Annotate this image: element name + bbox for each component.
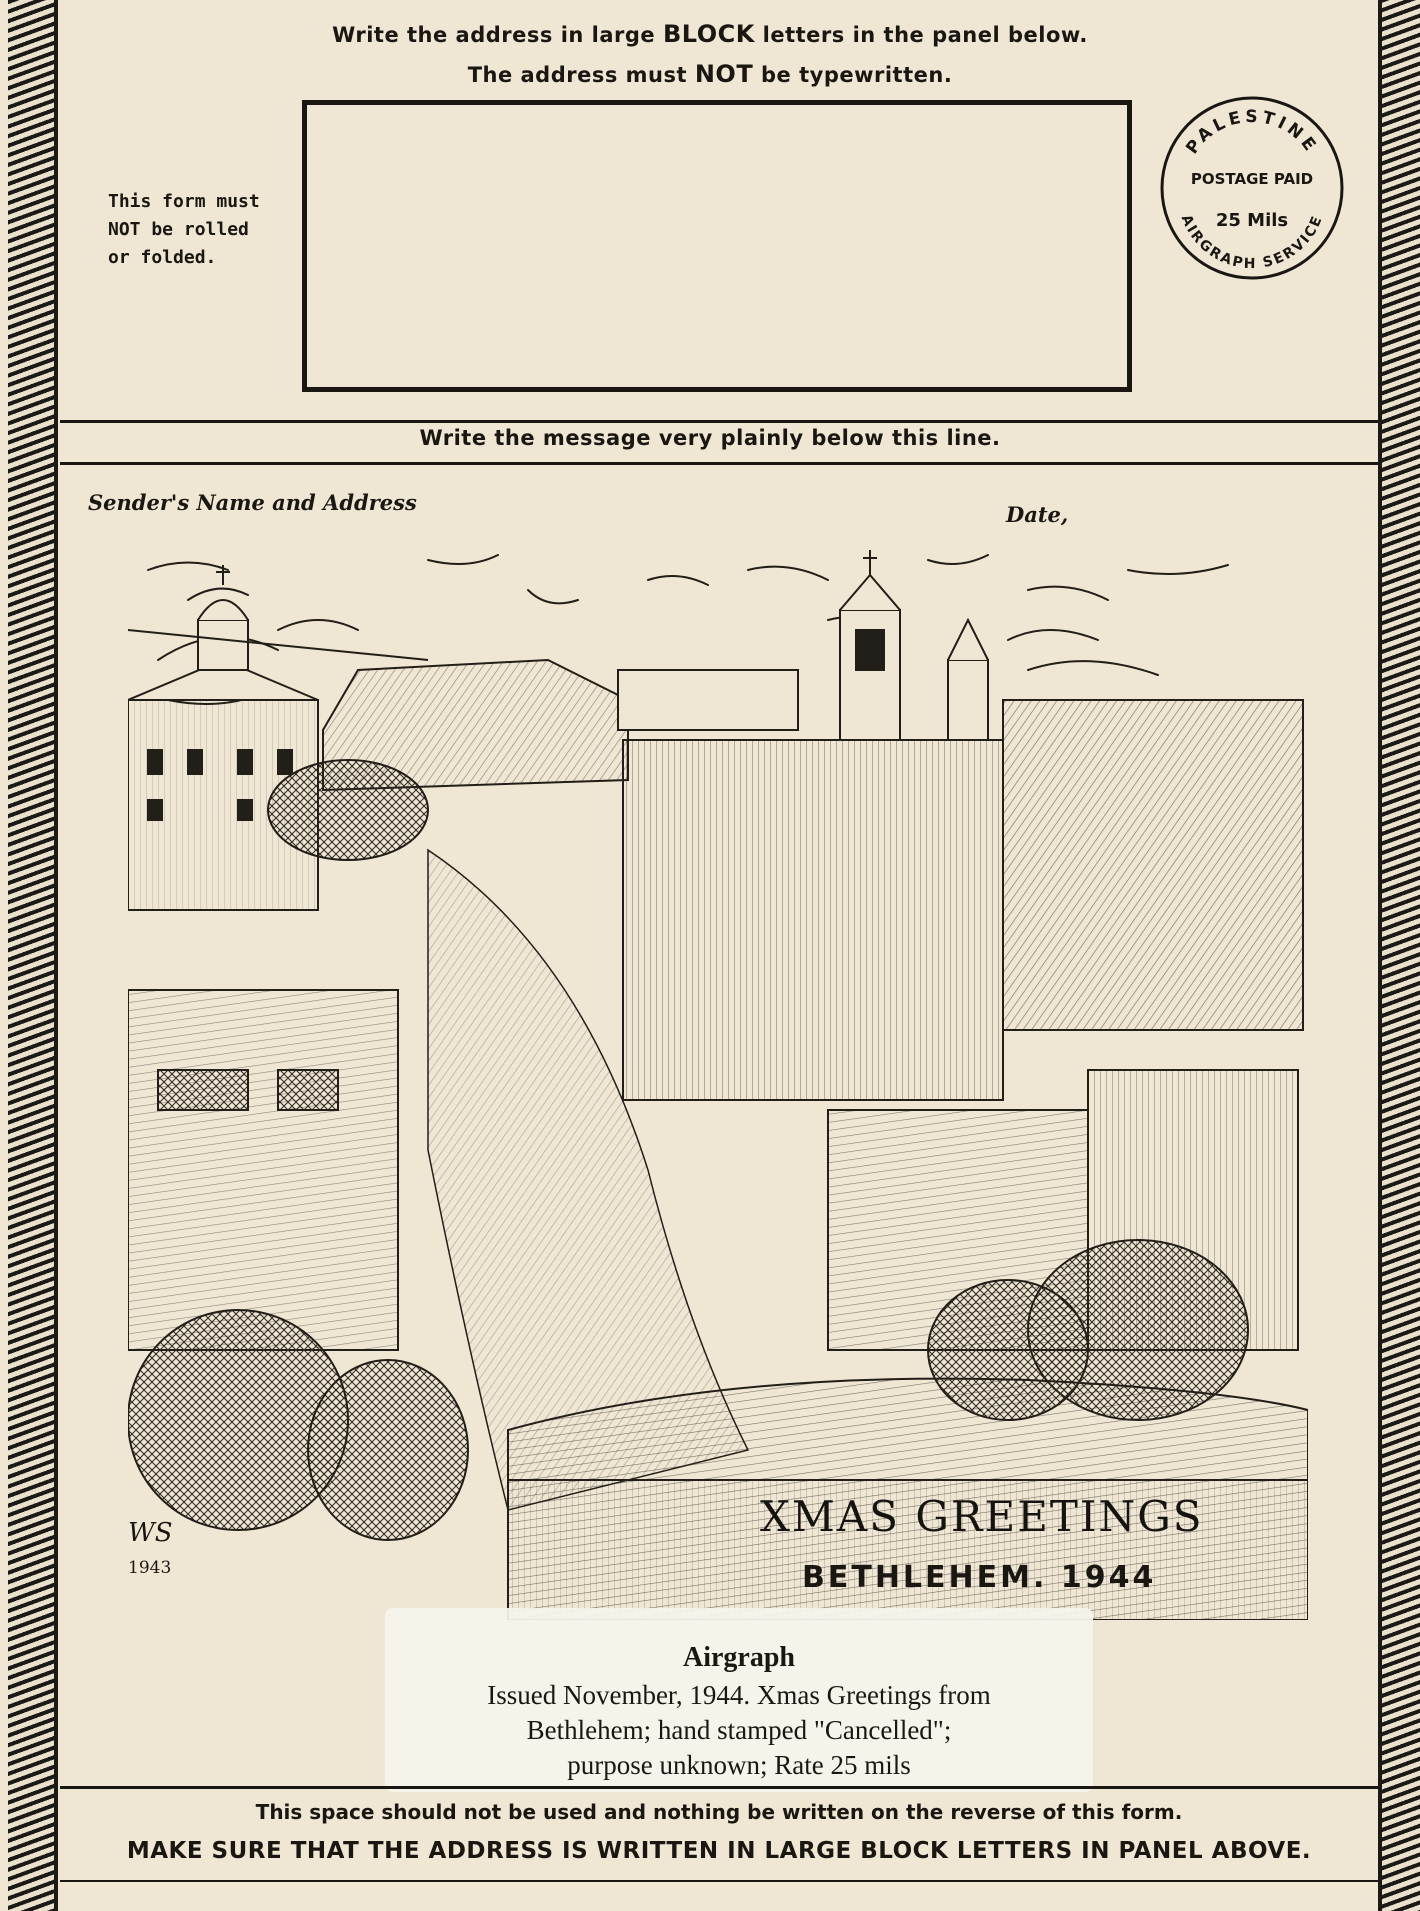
- address-instruction: [300, 20, 1120, 48]
- address-panel[interactable]: [302, 100, 1132, 392]
- address-instruction-pre: Write the address in large: [332, 23, 663, 47]
- artist-year: 1943: [128, 1558, 172, 1578]
- no-roll-line-3: or folded.: [108, 247, 217, 268]
- caption-line-3: purpose unknown; Rate 25 mils: [567, 1750, 911, 1780]
- stamp-postage-paid: POSTAGE PAID: [1190, 170, 1314, 188]
- typewritten-instruction: [300, 60, 1120, 88]
- typewritten-instruction-pre: The address must: [467, 63, 695, 87]
- divider-bottom: [60, 1880, 1378, 1882]
- xmas-greeting-title: XMAS GREETINGS: [760, 1492, 1204, 1541]
- divider-footer: [60, 1786, 1378, 1789]
- typewritten-instruction-post: be typewritten.: [753, 63, 953, 87]
- address-instruction-post: letters in the panel below.: [754, 23, 1088, 47]
- stamp-arc-bottom: AIRGRAPH SERVICE: [1177, 212, 1327, 273]
- artist-monogram: WS: [128, 1518, 173, 1548]
- place-year: BETHLEHEM. 1944: [802, 1560, 1157, 1595]
- divider-message: [60, 462, 1378, 465]
- no-roll-notice: [108, 188, 278, 272]
- caption-line-1: Issued November, 1944. Xmas Greetings from: [487, 1680, 991, 1710]
- caption-body: [385, 1678, 1093, 1783]
- block-letters-reminder: MAKE SURE THAT THE ADDRESS IS WRITTEN IN LARGE BLOCK LETTERS IN PANEL ABOVE.: [126, 1838, 1312, 1864]
- no-roll-line-1: This form must: [108, 191, 260, 212]
- postage-paid-stamp: [1158, 94, 1346, 282]
- date-label: Date,: [1006, 502, 1069, 527]
- stamp-rate: 25 Mils: [1215, 210, 1289, 231]
- sender-label: Sender's Name and Address: [88, 490, 417, 515]
- right-striped-border: [1378, 0, 1420, 1911]
- no-roll-line-2: NOT be rolled: [108, 219, 249, 240]
- address-instruction-block: BLOCK: [662, 20, 755, 48]
- caption-line-2: Bethlehem; hand stamped "Cancelled";: [526, 1715, 952, 1745]
- left-striped-border: [8, 0, 58, 1911]
- message-instruction: Write the message very plainly below this line.: [419, 426, 1001, 450]
- reverse-notice: This space should not be used and nothing be written on the reverse of this form.: [255, 1800, 1183, 1824]
- bethlehem-street-illustration: [128, 550, 1308, 1620]
- description-caption: [385, 1608, 1093, 1792]
- stamp-arc-top: PALESTINE: [1182, 106, 1322, 158]
- divider-top: [60, 420, 1378, 423]
- caption-title: Airgraph: [683, 1642, 795, 1673]
- typewritten-instruction-not: NOT: [694, 60, 754, 88]
